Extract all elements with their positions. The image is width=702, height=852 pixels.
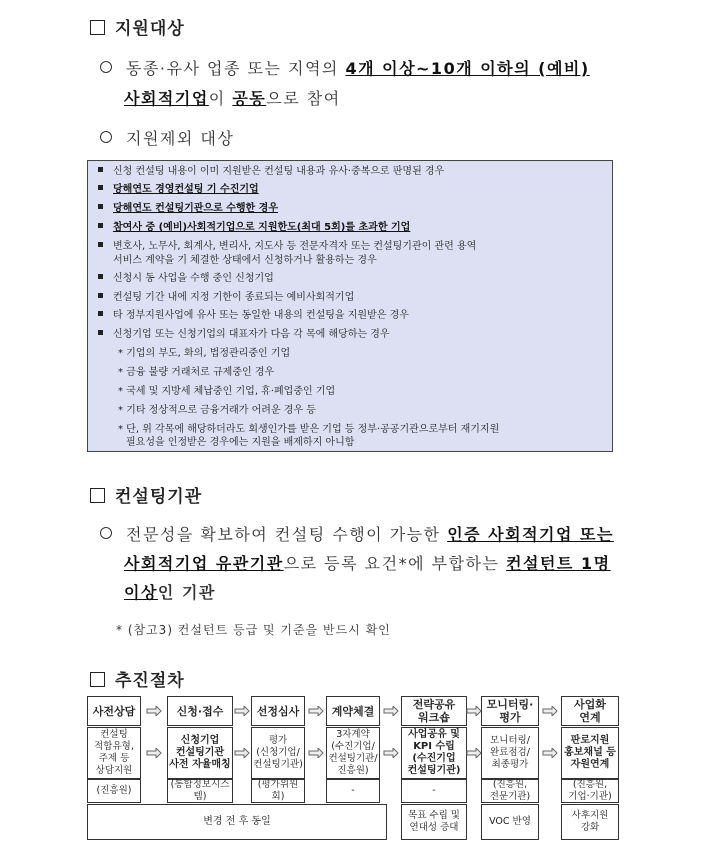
step-detail: 컨설팅 적합유형, 주제 등 상담지원: [87, 727, 141, 779]
list-item: 당해연도 경영컨설팅 기 수진기업: [98, 183, 604, 197]
bottom-cell: 사후지원 강화: [561, 804, 619, 840]
sub-item: * 기타 정상적으로 금융거래가 어려운 경우 등: [118, 405, 316, 416]
list-item: 신청기업 또는 신청기업의 대표자가 다음 각 목에 해당하는 경우: [98, 328, 604, 342]
flow-arrow-icon: [466, 706, 482, 716]
list-item: 타 정부지원사업에 유사 또는 동일한 내용의 컨설팅을 지원받은 경우: [98, 309, 604, 323]
step-box: 선정심사: [251, 696, 305, 726]
list-item: 컨설팅 기간 내에 지정 기한이 종료되는 예비사회적기업: [98, 291, 604, 305]
checkbox-square-icon: [90, 672, 105, 687]
step-detail: 평가 (신청기업/ 컨설팅기관): [251, 727, 305, 779]
flow-arrow-icon: [234, 748, 250, 758]
flow-arrow-icon: [383, 706, 399, 716]
circle-bullet-icon: [100, 61, 112, 73]
step-detail: 모니터링/ 완료점검/ 최종평가: [481, 727, 539, 779]
flow-arrow-icon: [542, 748, 558, 758]
step-detail: 판로지원 홍보채널 등 자원연계: [561, 727, 619, 779]
section-heading-consulting-agency: 컨설팅기관: [90, 482, 202, 507]
bottom-cell: VOC 반영: [481, 804, 539, 840]
checkbox-square-icon: [90, 20, 105, 35]
step-box: 사전상담: [87, 696, 141, 726]
bottom-cell: 목표 수립 및 연대성 증대: [401, 804, 467, 840]
sub-item: * 단, 위 각목에 해당하더라도 회생인가를 받은 기업 등 정부·공공기관으로부터 재기지원 필요성을 인정받은 경우에는 지원을 배제하지 아니함: [118, 424, 500, 448]
exclusion-list-box: [87, 160, 613, 452]
step-actor: -: [326, 779, 380, 803]
step-box: 모니터링· 평가: [481, 696, 539, 726]
list-item: 참여사 중 (예비)사회적기업으로 지원한도(최대 5회)를 초과한 기업: [98, 221, 604, 235]
flow-arrow-icon: [308, 706, 324, 716]
step-detail: 사업공유 및 KPI 수립 (수진기업 컨설팅기관): [401, 727, 467, 779]
flow-arrow-icon: [146, 748, 162, 758]
section-heading-support-target: 지원대상: [90, 14, 185, 39]
step-actor: (진흥원, 전문기관): [481, 779, 539, 803]
flow-arrow-icon: [383, 748, 399, 758]
bottom-merged-cell: 변경 전 후 동일: [87, 804, 387, 840]
step-actor: (통합정보시스템): [167, 779, 233, 803]
sub-item: * 금융 불량 거래처로 규제중인 경우: [118, 367, 275, 378]
sub-item: * 국세 및 지방세 체납중인 기업, 휴·폐업중인 기업: [118, 386, 336, 397]
flow-arrow-icon: [542, 706, 558, 716]
step-detail: 3자계약 (수진기업/ 컨설팅기관/ 진흥원): [326, 727, 380, 779]
flow-arrow-icon: [234, 706, 250, 716]
step-actor: (평가위원회): [251, 779, 305, 803]
step-detail: 신청기업 컨설팅기관 사전 자율매칭: [167, 727, 233, 779]
circle-bullet-icon: [100, 527, 112, 539]
step-box: 신청·접수: [167, 696, 233, 726]
step-actor: (진흥원, 기업·기관): [561, 779, 619, 803]
step-actor: (진흥원): [87, 779, 141, 803]
section-heading-procedure: 추진절차: [90, 666, 185, 691]
flow-arrow-icon: [466, 748, 482, 758]
circle-bullet-icon: [100, 131, 112, 143]
consulting-agency-bullet: 전문성을 확보하여 컨설팅 수행이 가능한 인증 사회적기업 또는 사회적기업 유관기관으로 등록 요건*에 부합하는 컨설턴트 1명 이상인 기관: [100, 520, 630, 607]
list-item: 변호사, 노무사, 회계사, 변리사, 지도사 등 전문자격자 또는 컨설팅기관이 관련 용역 서비스 계약을 기 체결한 상태에서 신청하거나 활용하는 경우: [98, 240, 604, 268]
exclusion-bullet: 지원제외 대상: [100, 124, 234, 154]
list-item: 당해연도 컨설팅기관으로 수행한 경우: [98, 202, 604, 216]
step-actor: -: [401, 779, 467, 803]
list-item: 신청 컨설팅 내용이 이미 지원받은 컨설팅 내용과 유사·중복으로 판명된 경우: [98, 165, 604, 179]
checkbox-square-icon: [90, 488, 105, 503]
step-box: 계약체결: [326, 696, 380, 726]
flow-arrow-icon: [146, 706, 162, 716]
list-item: 신청시 동 사업을 수행 중인 신청기업: [98, 272, 604, 286]
sub-item: * 기업의 부도, 화의, 법정관리중인 기업: [118, 348, 291, 359]
support-target-bullet: 동종·유사 업종 또는 지역의 4개 이상~10개 이하의 (예비) 사회적기업이 공동으로 참여: [100, 54, 630, 114]
step-box: 사업화 연계: [561, 696, 619, 726]
flow-arrow-icon: [308, 748, 324, 758]
reference-note: * (참고3) 컨설턴트 등급 및 기준을 반드시 확인: [116, 623, 391, 637]
step-box: 전략공유 워크숍: [401, 696, 467, 726]
